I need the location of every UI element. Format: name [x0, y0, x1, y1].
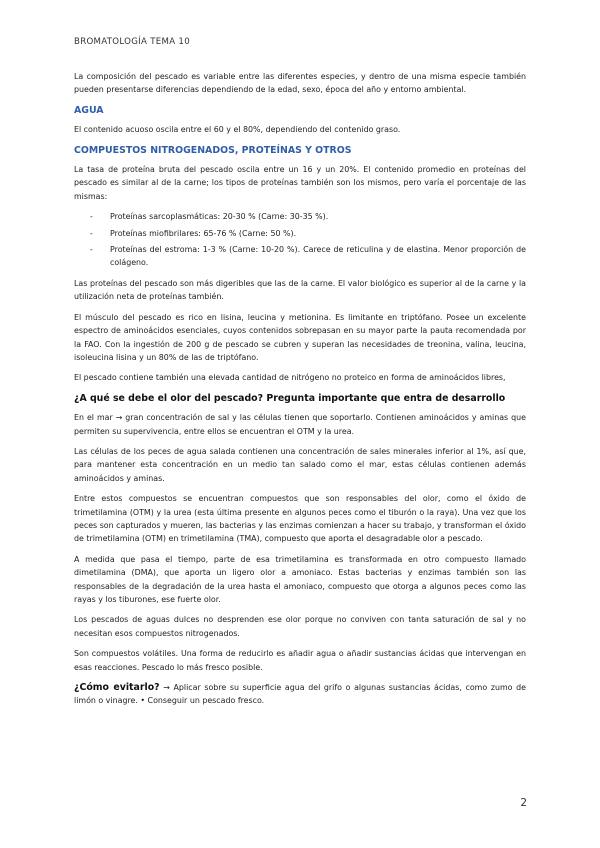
- dash-bullet: -: [90, 245, 93, 255]
- section-heading-agua: AGUA: [74, 104, 104, 116]
- evitar-text: → Aplicar sobre su superficie agua del grifo o algunas sustancias ácidas, como zumo de limón o vinagre. • Conseguir un pescado fresco.: [74, 683, 526, 706]
- list-item: [74, 227, 526, 240]
- section-heading-nitrogenados: COMPUESTOS NITROGENADOS, PROTEÍNAS Y OTROS: [74, 144, 352, 156]
- agua-paragraph: El contenido acuoso oscila entre el 60 y el 80%, dependiendo del contenido graso.: [74, 125, 401, 135]
- olor-paragraph-5: Los pescados de aguas dulces no desprenden ese olor porque no conviven con tanta saturación de sal y no necesitan esos compuestos nitrogenados.: [74, 615, 526, 638]
- nitrogenados-paragraph-3: El músculo del pescado es rico en lisina, leucina y metionina. Es limitante en triptófano. Posee un excelente espectro de aminoácidos esenciales, cuyos contenidos sobrepasan en su mayor parte la pauta recomendada por la FAO. Con la ingestión de 200 g de pescado se cubren y superan las necesidades de treonina, valina, leucina, isoleucina lisina y un 80% de las de triptófano.: [74, 312, 526, 362]
- dash-bullet: -: [90, 228, 93, 238]
- list-item: [74, 210, 526, 223]
- evitar-heading: ¿Cómo evitarlo?: [74, 682, 160, 694]
- evitar-paragraph: [74, 681, 526, 708]
- page-number: 2: [520, 797, 527, 809]
- protein-list: [74, 210, 526, 270]
- section-heading-olor: ¿A qué se debe el olor del pescado? Pregunta importante que entra de desarrollo: [74, 392, 506, 404]
- list-item-text: Proteínas sarcoplasmáticas: 20-30 % (Carne: 30-35 %).: [110, 212, 329, 222]
- dash-bullet: -: [90, 212, 93, 222]
- olor-paragraph-2: Las células de los peces de agua salada contienen una concentración de sales minerales inferior al 1%, así que, para mantener esta concentración en un medio tan salado como el mar, estas células contienen además aminoácidos y aminas.: [74, 446, 526, 483]
- document-header: BROMATOLOGÍA TEMA 10: [74, 37, 190, 47]
- olor-paragraph-1: En el mar → gran concentración de sal y las células tienen que soportarlo. Contienen aminoácidos y aminas que permiten su supervivencia, entre ellos se encuentran el OTM y la urea.: [74, 413, 526, 436]
- nitrogenados-paragraph-1: La tasa de proteína bruta del pescado oscila entre un 16 y un 20%. El contenido promedio en proteínas del pescado es similar al de la carne; los tipos de proteínas también son los mismos, pero varía el porcentaje de las mismas:: [74, 165, 526, 201]
- olor-paragraph-3: Entre estos compuestos se encuentran compuestos que son responsables del olor, como el óxido de trimetilamina (OTM) y la urea (esta última presente en algunos peces como el tiburón o la raya). Una vez que los peces son capturados y mueren, las bacterias y las enzimas comienzan a hacer su trabajo, y transforman el óxido de trimetilamina (OTM) en trimetilamina (TMA), compuesto que aporta el desagradable olor a pescado.: [74, 494, 526, 544]
- intro-paragraph: La composición del pescado es variable entre las diferentes especies, y dentro de una misma especie también pueden presentarse diferencias dependiendo de la edad, sexo, época del año y entorno ambiental.: [74, 72, 526, 95]
- list-item-text: Proteínas miofibrilares: 65-76 % (Carne: 50 %).: [110, 228, 297, 238]
- olor-paragraph-4: A medida que pasa el tiempo, parte de esa trimetilamina es transformada en otro compuesto llamado dimetilamina (DMA), que aporta un ligero olor a amoniaco. Estas bacterias y enzimas también son las responsables de la degradación de la urea hasta el amoniaco, compuesto que otorga a algunos peces como las rayas y los tiburones, ese fuerte olor.: [74, 554, 526, 604]
- list-item: [74, 243, 526, 270]
- nitrogenados-paragraph-2: Las proteínas del pescado son más digeribles que las de la carne. El valor biológico es superior al de la carne y la utilización neta de proteínas también.: [74, 278, 526, 302]
- list-item-text: Proteínas del estroma: 1-3 % (Carne: 10-20 %). Carece de reticulina y de elastina. Menor proporción de colágeno.: [110, 245, 526, 268]
- nitrogenados-paragraph-4: El pescado contiene también una elevada cantidad de nitrógeno no proteico en forma de aminoácidos libres,: [74, 373, 506, 383]
- olor-paragraph-6: Son compuestos volátiles. Una forma de reducirlo es añadir agua o añadir sustancias ácidas que intervengan en esas reacciones. Pescado lo más fresco posible.: [74, 649, 526, 672]
- document-body: [74, 70, 526, 715]
